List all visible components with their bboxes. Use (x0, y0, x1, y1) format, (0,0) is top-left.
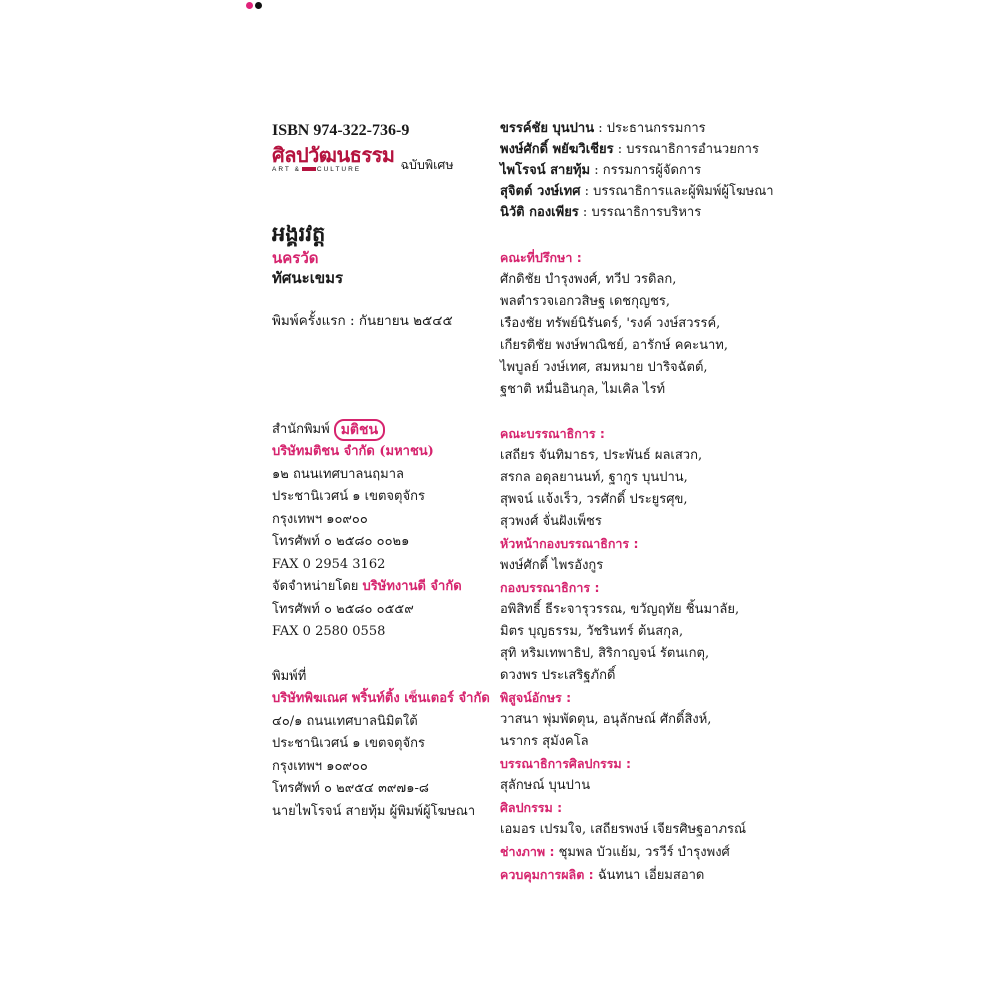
editorial-board-line: สรกล อดุลยานนท์, ฐากูร บุนปาน, (500, 470, 688, 485)
printer-address-line: กรุงเทพฯ ๑๐๙๐๐ (272, 758, 368, 774)
publisher-row (272, 419, 487, 442)
book-subtitle: ทัศนะเขมร (272, 269, 344, 287)
editorial-staff-line: ดวงพร ประเสริฐภักดิ์ (500, 668, 616, 683)
editorial-board-line: สุพจน์ แจ้งเร็ว, วรศักดิ์ ประยูรศุข, (500, 492, 688, 507)
matichon-logo: มติชน (334, 419, 385, 441)
distributor-phone: โทรศัพท์ ๐ ๒๕๘๐ ๐๕๕๙ (272, 601, 414, 617)
executive-line: ไพโรจน์ สายทุ้ม : กรรมการผู้จัดการ (500, 163, 702, 178)
advisors-heading: คณะที่ปรึกษา : (500, 250, 582, 265)
staff-column (500, 118, 800, 887)
proofreading-line: นรากร สุมังคโล (500, 734, 589, 749)
proofreading-line: วาสนา พุ่มพัดตุน, อนุลักษณ์ ศักดิ์สิงห์, (500, 712, 712, 727)
executive-line: นิวัติ กองเพียร : บรรณาธิการบริหาร (500, 205, 702, 220)
advisors-line: ฐชาติ หมื่นอินกุล, ไมเคิล ไรท์ (500, 382, 666, 397)
printer-label: พิมพ์ที่ (272, 668, 307, 684)
publisher-address-line: กรุงเทพฯ ๑๐๙๐๐ (272, 511, 368, 527)
pink-dot (246, 2, 253, 9)
advisors-line: ศักดิชัย บำรุงพงศ์, ทวีป วรดิลก, (500, 272, 677, 287)
editorial-staff-line: สุทิ หริมเทพาธิป, สิริกาญจน์ รัตนเกตุ, (500, 646, 710, 661)
imprint-column (272, 118, 490, 823)
editorial-staff-line: มิตร บุญธรรม, วัชรินทร์ ต้นสกุล, (500, 624, 684, 639)
art-heading: ศิลปกรรม : (500, 800, 563, 815)
editorial-staff-line: อพิสิทธิ์ ธีระจารุวรรณ, ขวัญฤทัย ชิ้นมาลัย, (500, 602, 740, 617)
editorial-staff-heading: กองบรรณาธิการ : (500, 580, 600, 595)
printer-phone: โทรศัพท์ ๐ ๒๙๕๔ ๓๙๗๑-๘ (272, 781, 429, 796)
art-editor-heading: บรรณาธิการศิลปกรรม : (500, 756, 632, 771)
magazine-logo-row (272, 144, 487, 174)
advisors-line: เรืองชัย ทรัพย์นิรันดร์, 'รงค์ วงษ์สวรรค์, (500, 316, 721, 331)
distributor-line: จัดจำหน่ายโดย บริษัทงานดี จำกัด (272, 579, 462, 594)
editorial-board-heading: คณะบรรณาธิการ : (500, 426, 605, 441)
distributor-fax: FAX 0 2580 0558 (272, 624, 386, 639)
magazine-logo-text: ศิลปวัฒนธรรม (272, 143, 395, 167)
advisors-line: ไพบูลย์ วงษ์เทศ, สมหมาย ปาริจฉัตต์, (500, 360, 708, 375)
first-print-date: พิมพ์ครั้งแรก : กันยายน ๒๕๔๕ (272, 313, 453, 329)
editorial-board-line: สุวพงศ์ จั่นฝังเพ็ชร (500, 514, 602, 529)
chief-editor-name: พงษ์ศักดิ์ ไพรอังกูร (500, 558, 604, 573)
logo-bar (302, 167, 316, 171)
executive-line: ขรรค์ชัย บุนปาน : ประธานกรรมการ (500, 121, 706, 136)
edition-label: ฉบับพิเศษ (400, 157, 454, 172)
publisher-company: บริษัทมติชน จำกัด (มหาชน) (272, 444, 434, 459)
advisors-line: เกียรติชัย พงษ์พาณิชย์, อารักษ์ คคะนาท, (500, 338, 728, 353)
magazine-logo-subtitle: ART & CULTURE (272, 166, 362, 173)
chief-editor-heading: หัวหน้ากองบรรณาธิการ : (500, 536, 639, 551)
printer-address-line: ๔๐/๑ ถนนเทศบาลนิมิตใต้ (272, 713, 418, 729)
art-editor-name: สุลักษณ์ บุนปาน (500, 778, 591, 793)
publisher-label: สำนักพิมพ์ (272, 421, 330, 437)
executive-line: สุจิตต์ วงษ์เทศ : บรรณาธิการและผู้พิมพ์ผู้โฆษณา (500, 184, 774, 199)
executive-line: พงษ์ศักดิ์ พยัฆวิเชียร : บรรณาธิการอำนวยการ (500, 142, 759, 157)
photographer-heading: ช่างภาพ : (500, 844, 555, 859)
distributor-company: บริษัทงานดี จำกัด (362, 579, 462, 594)
publisher-address-line: ประชานิเวศน์ ๑ เขตจตุจักร (272, 489, 425, 504)
publisher-fax: FAX 0 2954 3162 (272, 556, 386, 572)
isbn: ISBN 974-322-736-9 (272, 122, 410, 139)
art-line: เอมอร เปรมใจ, เสถียรพงษ์ เจียรศิษฐอาภรณ์ (500, 822, 747, 837)
editorial-board-line: เสถียร จันทิมาธร, ประพันธ์ ผลเสวก, (500, 448, 703, 463)
proofreading-heading: พิสูจน์อักษร : (500, 690, 572, 705)
magazine-logo (272, 144, 395, 174)
khmer-title: អង្គរវត្ត (272, 222, 326, 246)
printer-company: บริษัทพิฆเณศ พริ้นท์ติ้ง เซ็นเตอร์ จำกัด (272, 691, 490, 706)
publisher-address-line: ๑๒ ถนนเทศบาลนฤมาล (272, 466, 404, 482)
black-dot (255, 2, 262, 9)
printer-address-line: ประชานิเวศน์ ๑ เขตจตุจักร (272, 736, 425, 751)
corner-dots (246, 2, 262, 9)
book-title: นครวัด (272, 249, 319, 267)
production-heading: ควบคุมการผลิต : (500, 867, 594, 882)
publisher-phone: โทรศัพท์ ๐ ๒๕๘๐ ๐๐๒๑ (272, 534, 410, 549)
advisors-line: พลตำรวจเอกวสิษฐ เดชกุญชร, (500, 294, 671, 309)
photographer-line: ช่างภาพ : ชุมพล บัวแย้ม, วรวีร์ บำรุงพงศ์ (500, 844, 730, 860)
printer-responsible: นายไพโรจน์ สายทุ้ม ผู้พิมพ์ผู้โฆษณา (272, 803, 476, 819)
production-line: ควบคุมการผลิต : ฉันทนา เอี่ยมสอาด (500, 867, 705, 883)
